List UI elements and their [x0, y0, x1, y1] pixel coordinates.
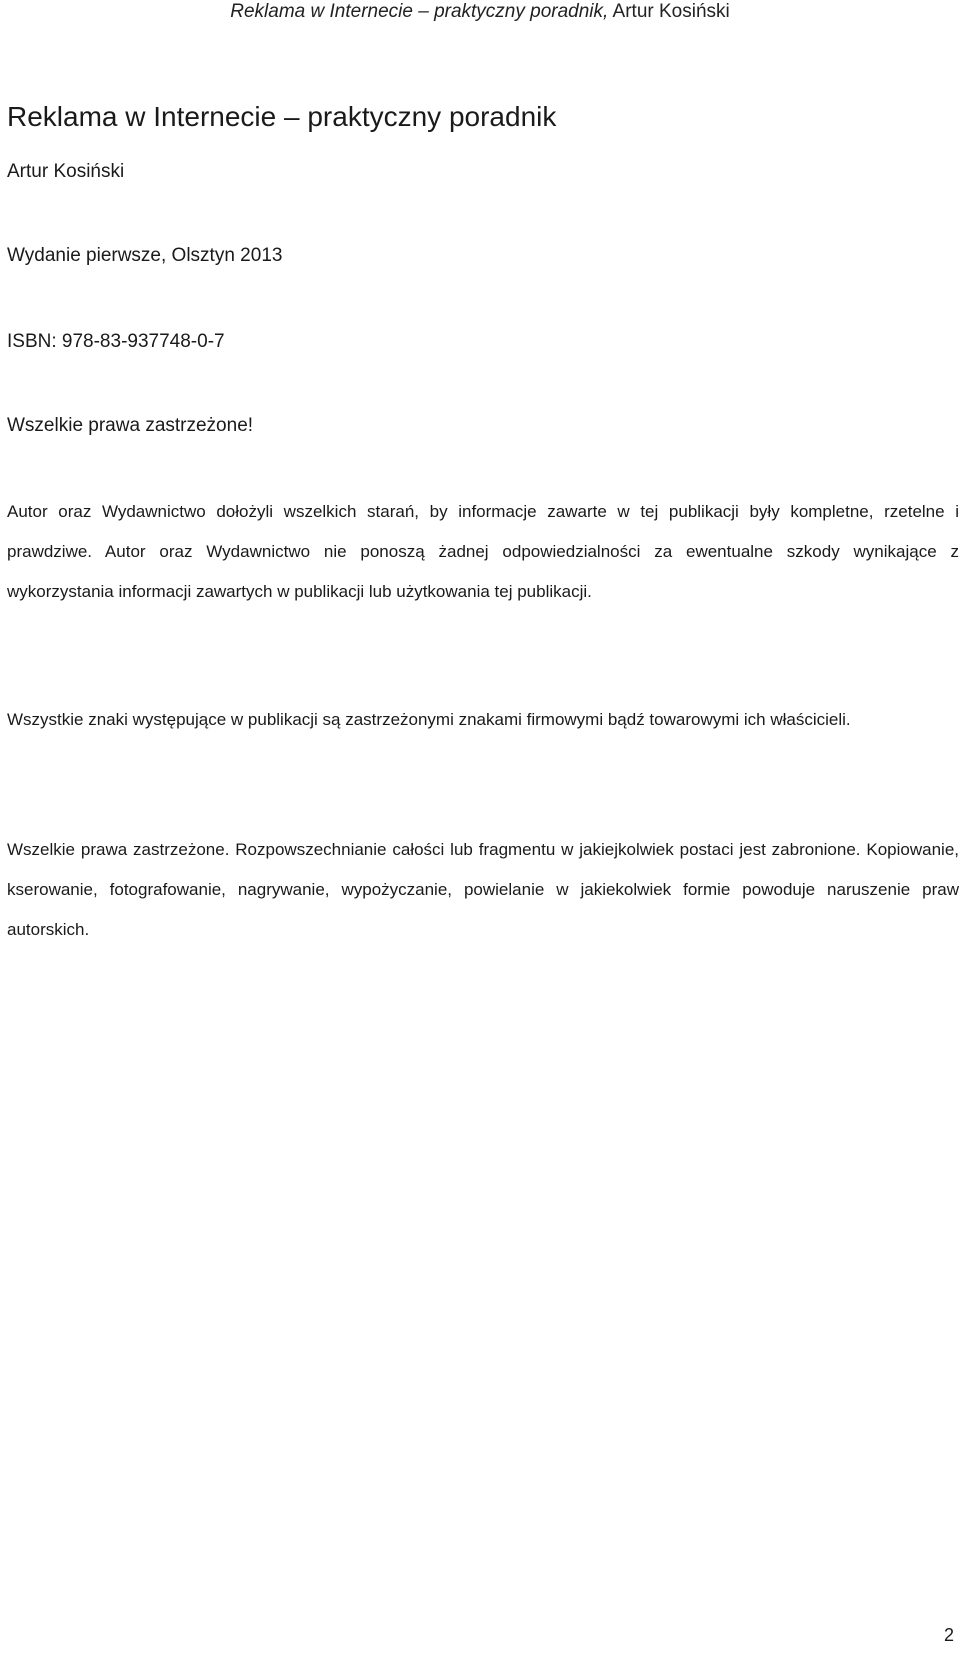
edition-info: Wydanie pierwsze, Olsztyn 2013 [7, 245, 283, 266]
copyright-paragraph: Wszelkie prawa zastrzeżone. Rozpowszechnianie całości lub fragmentu w jakiejkolwiek postaci jest zabronione. Kopiowanie, kserowanie, fotografowanie, nagrywanie, wypożyczanie, powielanie w jakiekolwiek formie powoduje naruszenie praw autorskich. [7, 840, 959, 939]
running-header-title: Reklama w Internecie – praktyczny poradnik, [230, 1, 609, 22]
running-header [0, 0, 960, 24]
trademarks-paragraph: Wszystkie znaki występujące w publikacji są zastrzeżonymi znakami firmowymi bądź towarowymi ich właścicieli. [7, 710, 851, 729]
running-header-author: Artur Kosiński [612, 1, 730, 22]
isbn: ISBN: 978-83-937748-0-7 [7, 331, 225, 352]
book-author: Artur Kosiński [7, 161, 125, 182]
book-title: Reklama w Internecie – praktyczny poradnik [7, 101, 557, 132]
disclaimer-paragraph: Autor oraz Wydawnictwo dołożyli wszelkich starań, by informacje zawarte w tej publikacji były kompletne, rzetelne i prawdziwe. Autor oraz Wydawnictwo nie ponoszą żadnej odpowiedzialności za ewentualne szkody wynikające z wykorzystania informacji zawartych w publikacji lub użytkowania tej publikacji. [7, 502, 959, 601]
rights-notice: Wszelkie prawa zastrzeżone! [7, 415, 254, 436]
page-number: 2 [943, 1625, 954, 1645]
